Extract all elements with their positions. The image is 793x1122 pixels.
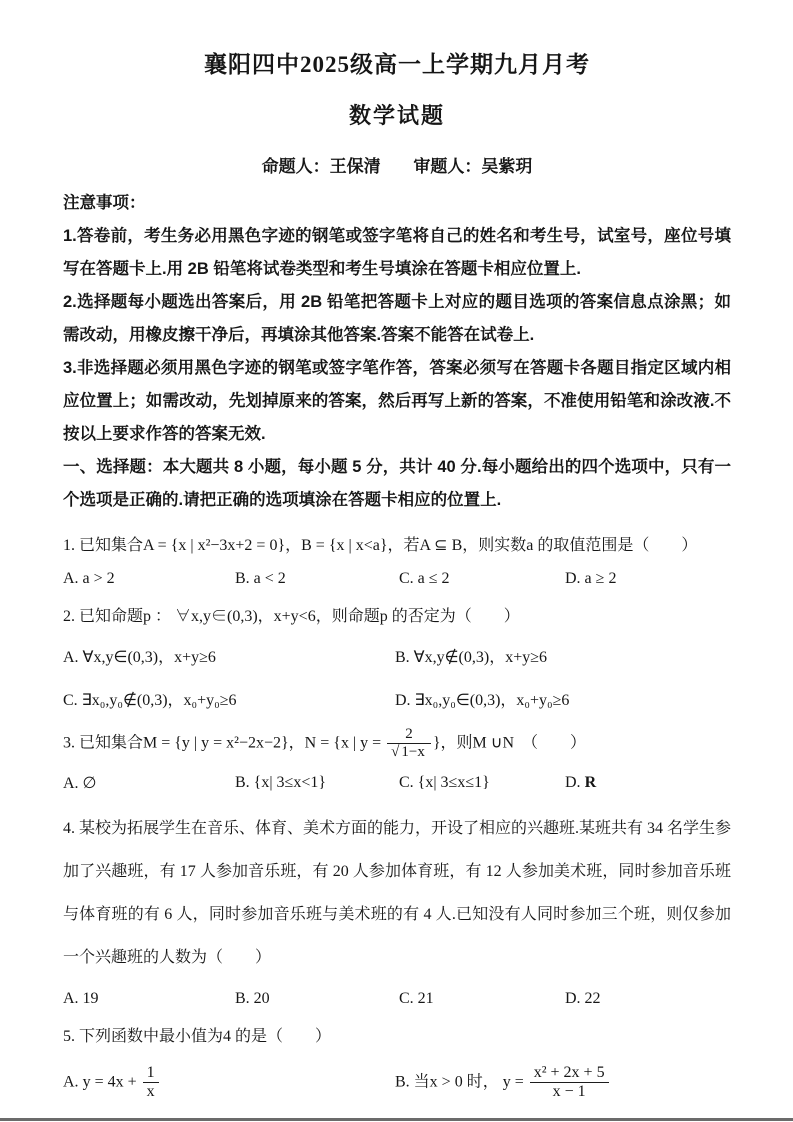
exam-subtitle: 数学试题 [348, 103, 445, 128]
question-3 [63, 726, 731, 793]
question-1 [63, 533, 731, 588]
q5-option-b-condition: 当x > 0 时， [413, 1073, 503, 1091]
q3-option-d-set-symbol: R [584, 773, 597, 791]
q2-option-a: A. ∀x,y∈(0,3)，x+y≥6 [63, 649, 216, 666]
q3-option-a: A. ∅ [63, 774, 97, 792]
sqrt-radical-sign: √ [391, 744, 400, 761]
q4-option-a: A. 19 [63, 989, 99, 1007]
q1-option-a: A. a > 2 [63, 570, 115, 587]
q3-fraction-numerator: 2 [387, 726, 431, 744]
q3-radicand: 1−x [401, 744, 425, 761]
notice-item-1: 1.答卷前，考生务必用黑色字迹的钢笔或签字笔将自己的姓名和考生号，试室号，座位号填写在答题卡上.用 2B 铅笔将试卷类型和考生号填涂在答题卡相应位置上. [63, 227, 731, 278]
question-5-options [63, 1064, 731, 1102]
question-2-options [63, 644, 731, 710]
q1-option-c: C. a ≤ 2 [399, 570, 450, 587]
q4-option-c: C. 21 [399, 989, 434, 1007]
section-heading-choice: 一、选择题：本大题共 8 小题，每小题 5 分，共计 40 分.每小题给出的四个选项中，只有一个选项是正确的.请把正确的选项填涂在答题卡相应的位置上. [63, 458, 731, 509]
q2-option-c: C. ∃x₀,y₀∉(0,3)，x₀+y₀≥6 [63, 692, 237, 709]
notice-item-3: 3.非选择题必须用黑色字迹的钢笔或签字笔作答，答案必须写在答题卡各题目指定区域内相应位置上；如需改动，先划掉原来的答案，然后再写上新的答案，不准使用铅笔和涂改液.不按以上要求作答的答案无效. [63, 359, 731, 443]
question-3-stem [63, 726, 731, 762]
q1-option-d: D. a ≥ 2 [565, 570, 617, 587]
question-2 [63, 604, 731, 710]
exam-title: 襄阳四中2025级高一上学期九月月考 [204, 52, 590, 77]
q3-stem-post: }，则M ∪N （ ） [432, 734, 587, 752]
notice-item-2: 2.选择题每小题选出答案后，用 2B 铅笔把答题卡上对应的题目选项的答案信息点涂黑；如需改动，用橡皮擦干净后，再填涂其他答案.答案不能答在试卷上. [63, 293, 731, 344]
q5-option-b-fraction: $\frac{\text{x² + 2x + 5}}{x - 1}$ [530, 1064, 609, 1102]
page-bottom-divider [0, 1118, 793, 1121]
q5-option-a-expr: y = 4x + [82, 1073, 141, 1091]
q2-option-b: B. ∀x,y∉(0,3)，x+y≥6 [395, 649, 548, 666]
q5-option-b [395, 1064, 731, 1102]
q1-option-b: B. a < 2 [235, 570, 286, 587]
q3-fraction-denominator [387, 744, 431, 761]
q5-option-a-label: A. [63, 1073, 79, 1091]
question-4 [63, 807, 731, 1008]
q3-option-c: C. {x| 3≤x≤1} [399, 773, 490, 791]
q5-option-a-fraction: $\frac{1}{x}$ [143, 1064, 159, 1102]
authors-line [63, 152, 731, 177]
reviewer-name: 审题人：吴紫玥 [413, 157, 533, 176]
question-5 [63, 1024, 731, 1102]
q4-option-b: B. 20 [235, 989, 270, 1007]
q5-option-b-expr: y = [502, 1073, 528, 1091]
notice-heading: 注意事项： [63, 194, 146, 212]
proposer-name: 命题人：王保清 [261, 157, 381, 176]
question-5-stem: 5. 下列函数中最小值为4 的是（ ） [63, 1027, 332, 1045]
q5-option-b-label: B. [395, 1073, 410, 1091]
q4-option-d: D. 22 [565, 989, 601, 1007]
question-1-stem: 1. 已知集合A = {x | x²−3x+2 = 0}，B = {x | x<a}，若A ⊆ B，则实数a 的取值范围是（ ） [63, 537, 698, 554]
q5-option-a [63, 1064, 395, 1102]
notice-section [63, 187, 731, 451]
question-1-options [63, 570, 731, 588]
q3-option-d: D. R [565, 773, 597, 791]
q3-option-b: B. {x| 3≤x<1} [235, 773, 327, 791]
q3-fraction [387, 726, 431, 762]
q3-stem-pre: 3. 已知集合M = {y | y = x²−2x−2}，N = {x | y = [63, 734, 386, 752]
question-4-stem: 4. 某校为拓展学生在音乐、体育、美术方面的能力，开设了相应的兴趣班.某班共有 34 名学生参加了兴趣班，有 17 人参加音乐班，有 20 人参加体育班，有 12 人参加美术班，同时参加音乐班与体育班的有 6 人，同时参加音乐班与美术班的有 4 人.已知没有人同时参加三个班，则仅参加一个兴趣班的人数为（ ） [63, 819, 732, 966]
question-3-options [63, 773, 731, 793]
question-4-options [63, 990, 731, 1008]
question-2-stem: 2. 已知命题p ： ∀x,y∈(0,3)，x+y<6，则命题p 的否定为（ ） [63, 608, 520, 625]
q2-option-d: D. ∃x₀,y₀∈(0,3)，x₀+y₀≥6 [395, 692, 570, 709]
